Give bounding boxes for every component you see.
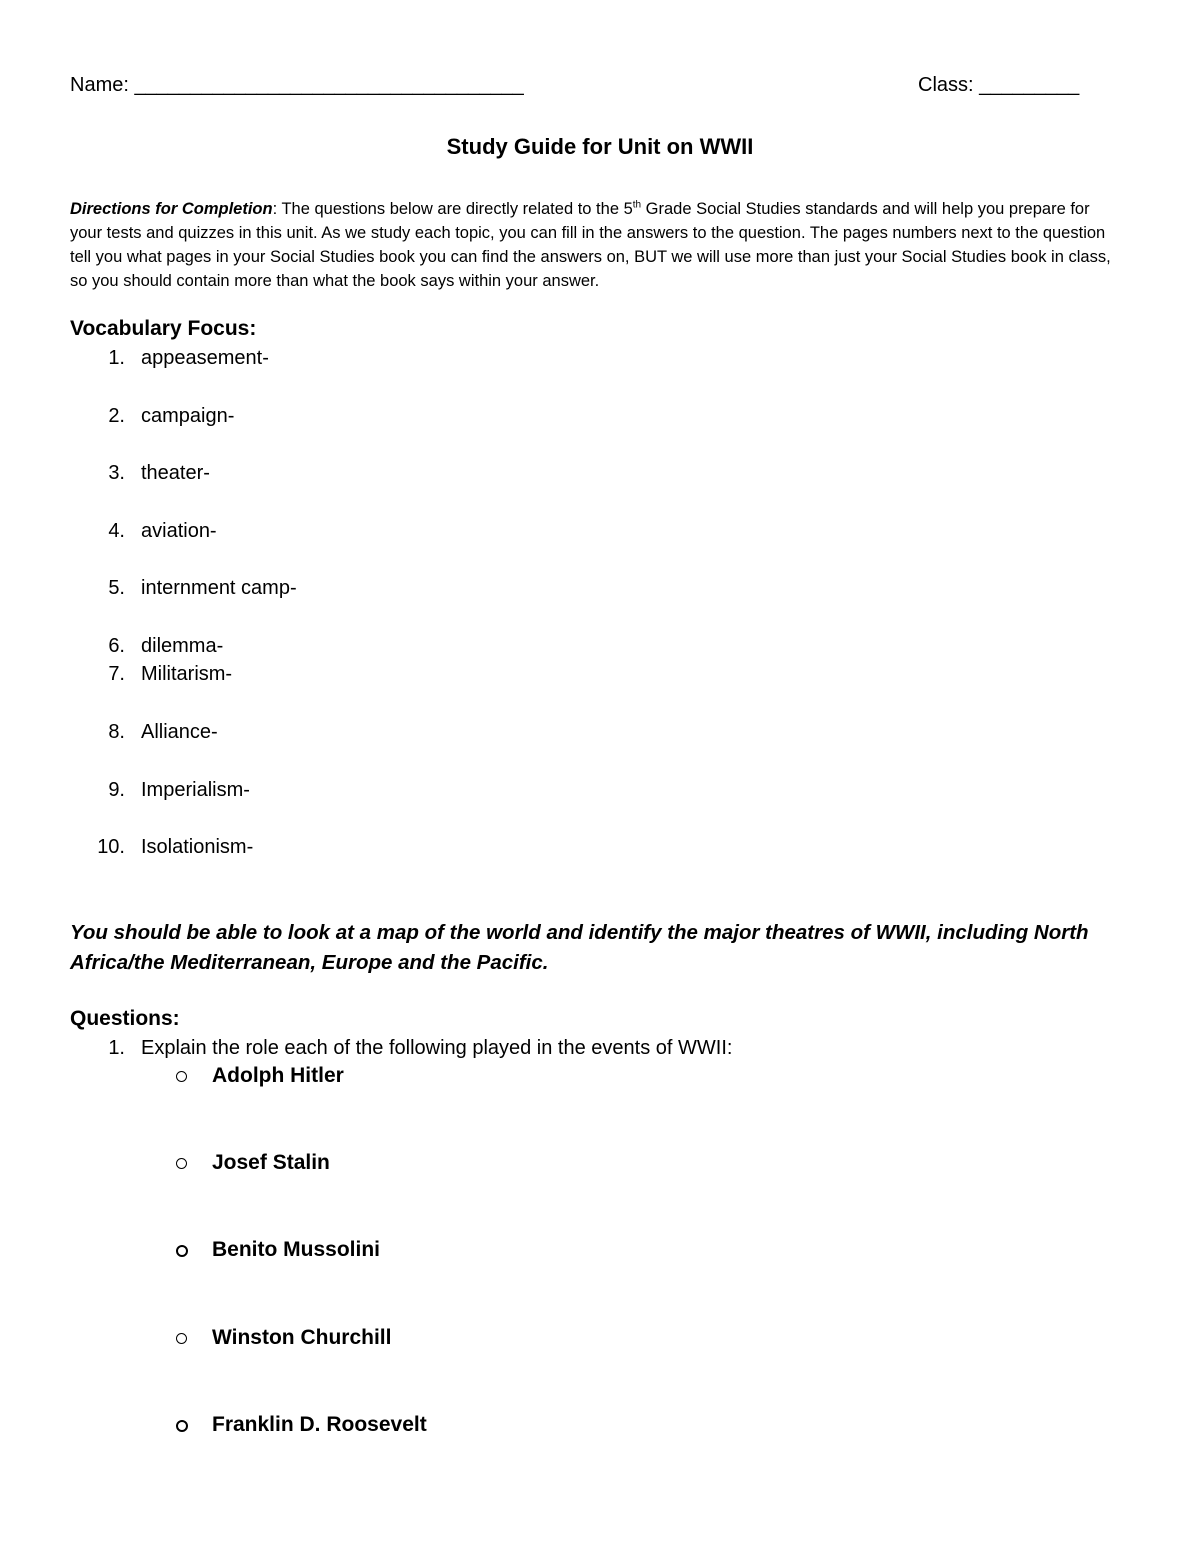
person-name: Josef Stalin	[212, 1151, 330, 1174]
hollow-bullet-icon	[176, 1158, 187, 1169]
directions-text-before: : The questions below are directly related to the 5	[272, 200, 633, 218]
vocab-number: 3.	[108, 462, 125, 484]
vocab-number: 9.	[108, 779, 125, 801]
vocab-term: Militarism-	[141, 663, 233, 685]
person-name: Franklin D. Roosevelt	[212, 1413, 427, 1436]
name-field-label: Name: ___________________________________	[70, 74, 524, 96]
person-name: Adolph Hitler	[212, 1064, 344, 1087]
questions-heading: Questions:	[70, 1007, 180, 1030]
directions-text-after: Grade Social Studies standards and will help you prepare for your tests and quizzes in this unit. As we study each topic, you can fill in the answers to the question. The pages numbers next to the question tell you what pages in your Social Studies book you can find the answers on, BUT we will use more than just your Social Studies book in class, so you should contain more than what the book says within your answer.	[70, 200, 1111, 290]
directions-superscript: th	[632, 199, 642, 211]
vocab-number: 1.	[108, 347, 125, 369]
directions-label: Directions for Completion	[70, 200, 273, 218]
vocab-term: Imperialism-	[141, 779, 250, 801]
vocab-term: Alliance-	[141, 721, 218, 743]
vocab-term: aviation-	[141, 520, 217, 542]
vocab-term: internment camp-	[141, 577, 297, 599]
vocab-term: dilemma-	[141, 635, 224, 657]
hollow-bullet-icon	[176, 1245, 188, 1257]
person-name: Benito Mussolini	[212, 1238, 380, 1261]
vocab-number: 8.	[108, 721, 125, 743]
question-number: 1.	[108, 1037, 125, 1059]
map-theatres-note: You should be able to look at a map of the world and identify the major theatres of WWII, including North Africa/the Mediterranean, Europe and the Pacific.	[70, 921, 1089, 974]
vocab-term: appeasement-	[141, 347, 269, 369]
vocab-number: 4.	[108, 520, 125, 542]
vocabulary-heading: Vocabulary Focus:	[70, 317, 257, 340]
vocab-number: 6.	[108, 635, 125, 657]
hollow-bullet-icon	[176, 1420, 188, 1432]
vocab-number: 10.	[97, 836, 125, 858]
vocab-number: 2.	[108, 405, 125, 427]
vocab-number: 7.	[108, 663, 125, 685]
hollow-bullet-icon	[176, 1071, 187, 1082]
vocab-term: Isolationism-	[141, 836, 254, 858]
page-title: Study Guide for Unit on WWII	[446, 134, 754, 159]
vocab-term: theater-	[141, 462, 210, 484]
question-text: Explain the role each of the following played in the events of WWII:	[141, 1037, 733, 1059]
vocab-term: campaign-	[141, 405, 235, 427]
class-field-label: Class: _________	[918, 74, 1080, 96]
vocab-number: 5.	[108, 577, 125, 599]
directions-paragraph	[70, 197, 1115, 293]
hollow-bullet-icon	[176, 1333, 187, 1344]
person-name: Winston Churchill	[212, 1326, 392, 1349]
